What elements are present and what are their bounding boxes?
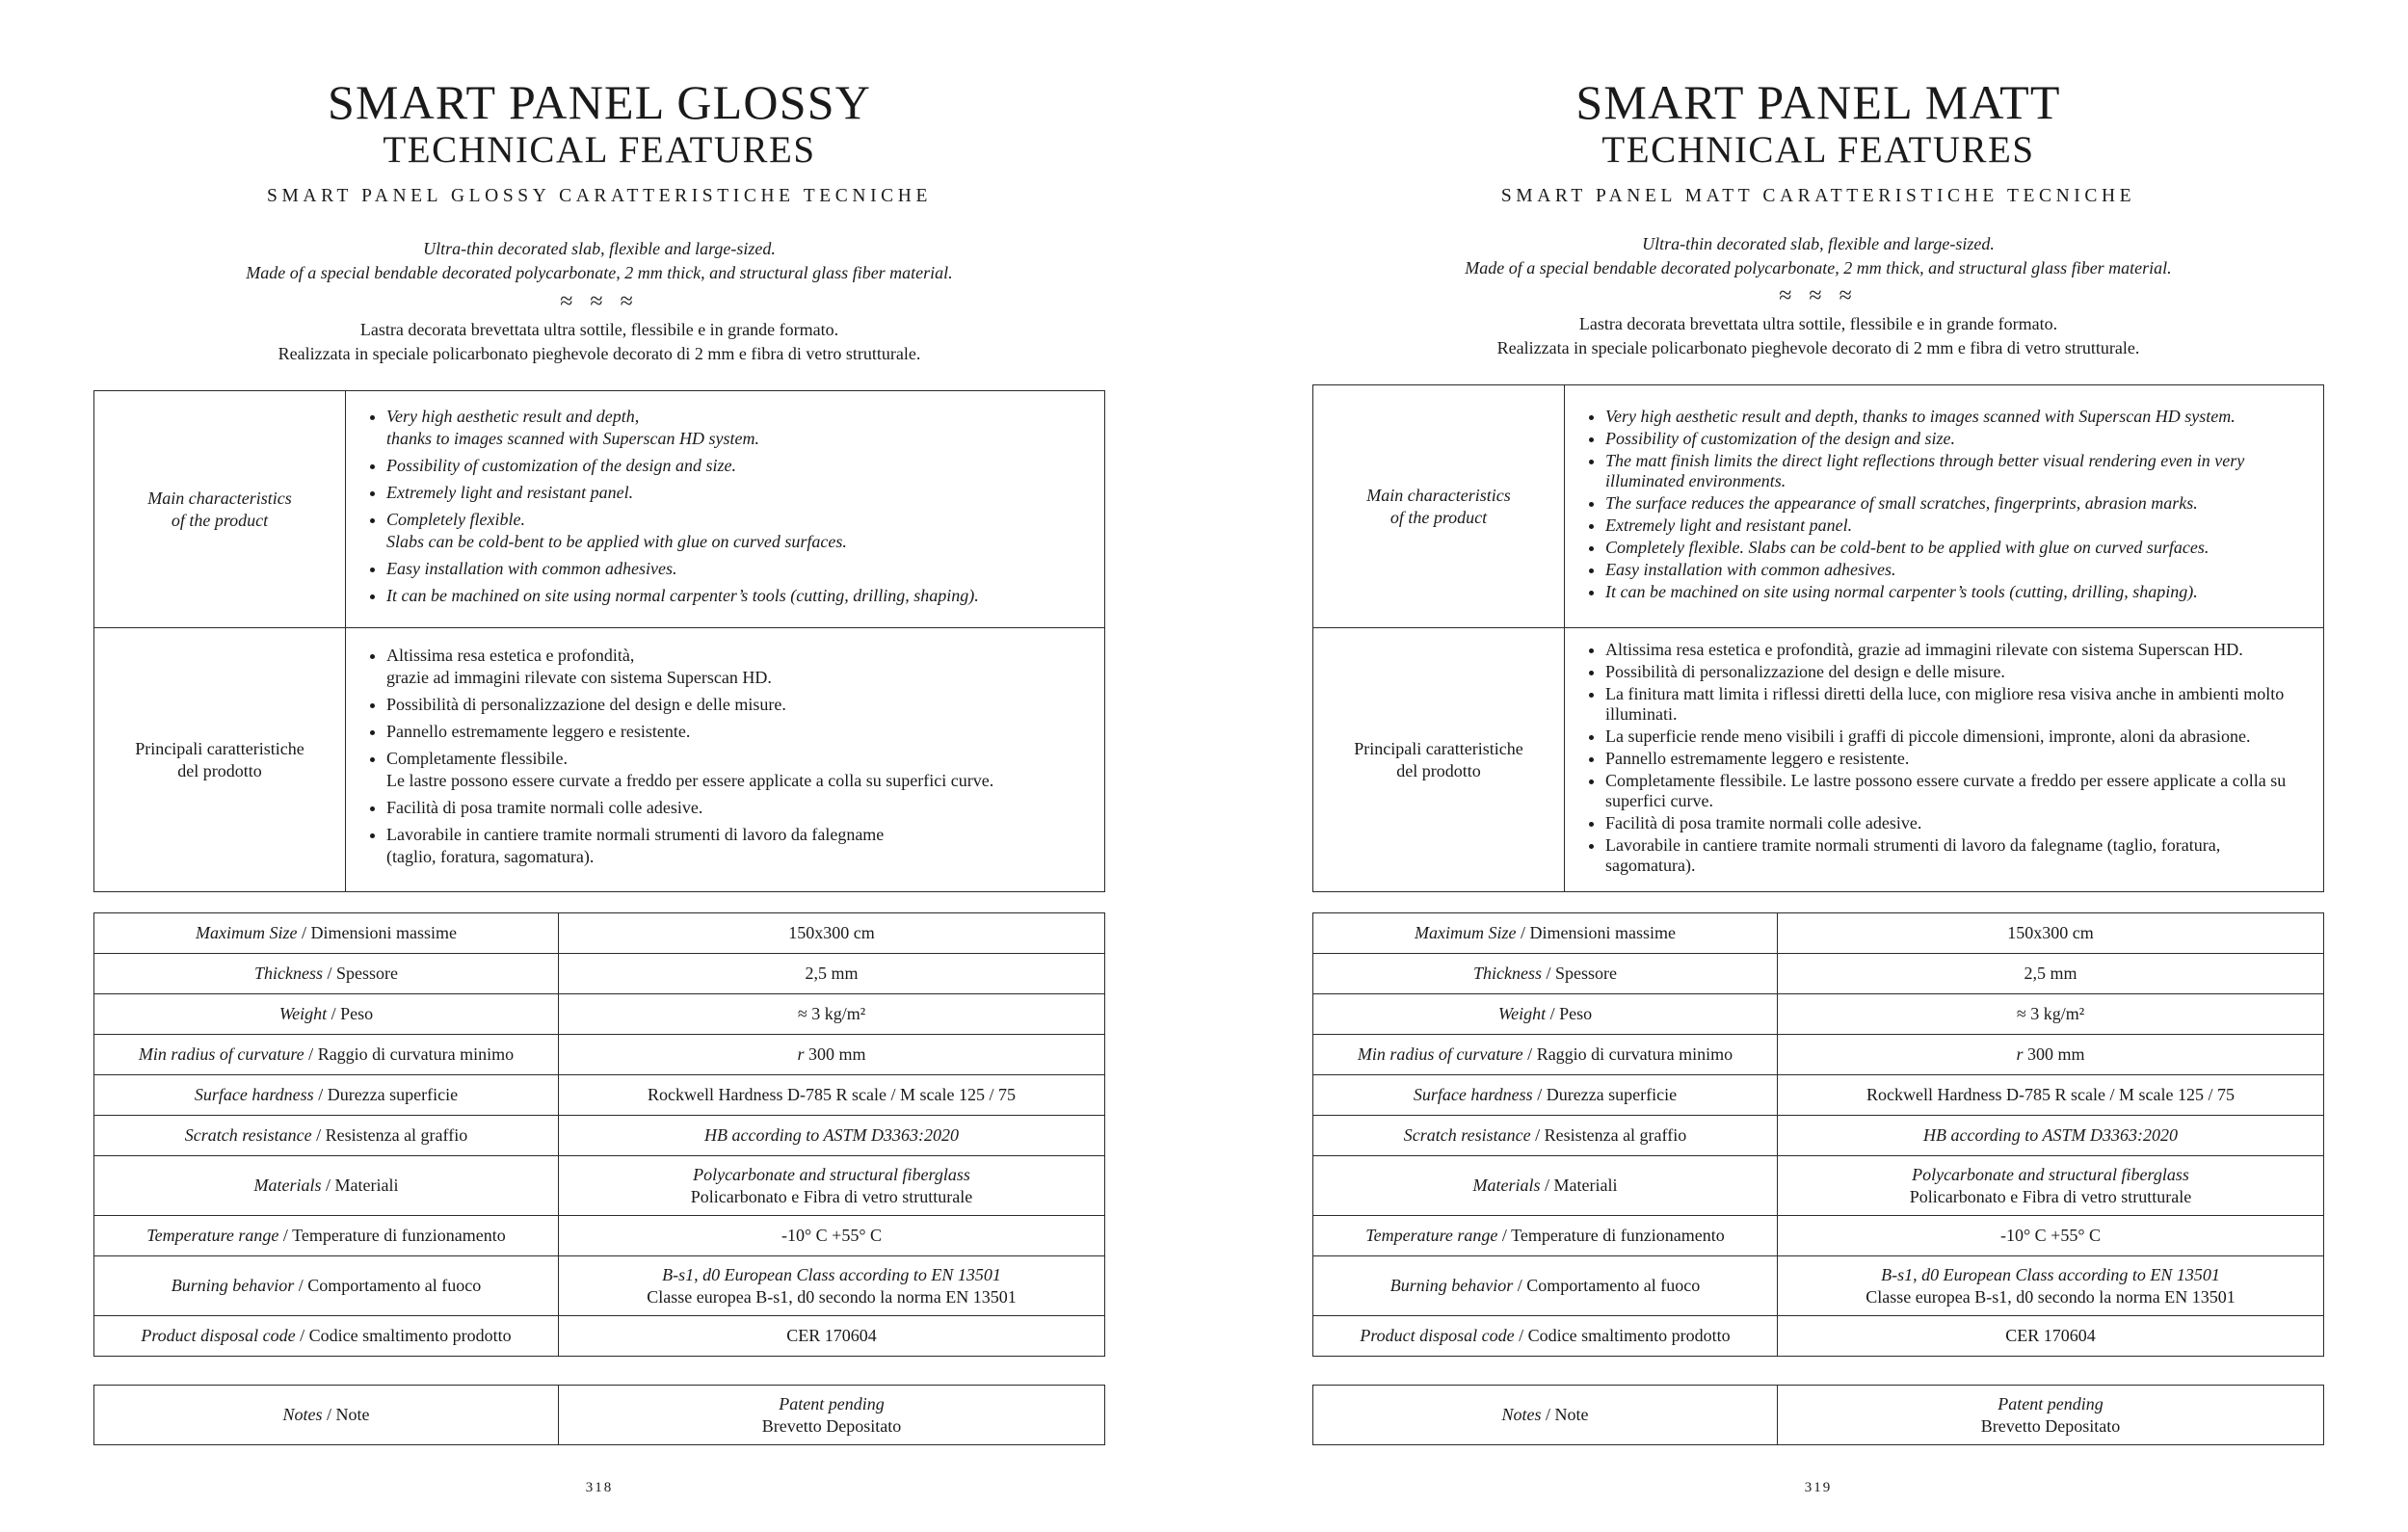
list-item xyxy=(386,558,1087,580)
spec-value-it: Classe europea B-s1, d0 secondo la norma EN 13501 xyxy=(647,1286,1017,1307)
spec-key-en: Maximum Size xyxy=(196,923,298,942)
spec-value xyxy=(1778,1256,2324,1316)
spec-value xyxy=(559,1156,1105,1216)
spec-value-it: CER 170604 xyxy=(786,1326,877,1345)
spec-value-it: Policarbonato e Fibra di vetro strutturale xyxy=(1909,1186,2192,1206)
spec-key-en: Materials xyxy=(253,1175,322,1195)
spec-key: Materials / Materiali xyxy=(94,1156,559,1216)
spec-value xyxy=(559,994,1105,1035)
spec-key-it: Spessore xyxy=(1555,964,1617,983)
list-item-text: Very high aesthetic result and depth, xyxy=(386,406,640,426)
list-item xyxy=(386,721,1087,743)
spec-value-it: CER 170604 xyxy=(2005,1326,2096,1345)
notes-table xyxy=(1312,1385,2324,1445)
spec-key: Scratch resistance / Resistenza al graffio xyxy=(1313,1116,1778,1156)
spec-value xyxy=(1778,1075,2324,1116)
list-item-text: Completely flexible. Slabs can be cold-bent to be applied with glue on curved surfaces. xyxy=(1605,538,2210,557)
spec-value-en: HB according to ASTM D3363:2020 xyxy=(1923,1125,2178,1145)
notes-value-it: Brevetto Depositato xyxy=(1980,1415,2121,1436)
spec-key-en: Product disposal code xyxy=(1360,1326,1515,1345)
list-item xyxy=(1605,640,2306,660)
list-item xyxy=(1605,515,2306,536)
notes-key-it: Note xyxy=(335,1405,370,1424)
spec-value xyxy=(1778,1035,2324,1075)
list-item-text: Very high aesthetic result and depth, thanks to images scanned with Superscan HD system. xyxy=(1605,407,2236,426)
spec-key-en: Burning behavior xyxy=(1389,1276,1514,1295)
intro-english xyxy=(1312,232,2324,279)
spec-row xyxy=(94,1216,1105,1256)
characteristics-list-en xyxy=(1565,385,2324,628)
list-item xyxy=(386,797,1087,819)
spec-key: Product disposal code / Codice smaltimento prodotto xyxy=(1313,1316,1778,1357)
spec-key: Thickness / Spessore xyxy=(1313,954,1778,994)
spec-key-en: Surface hardness xyxy=(1413,1085,1533,1104)
spec-row xyxy=(1313,994,2324,1035)
list-item xyxy=(386,824,1087,868)
spec-value-it: 150x300 cm xyxy=(2007,923,2094,942)
spec-value xyxy=(559,1075,1105,1116)
spec-value xyxy=(1778,954,2324,994)
spec-value-it: 150x300 cm xyxy=(788,923,875,942)
wave-ornament-icon: ≈ ≈ ≈ xyxy=(560,289,639,314)
characteristics-label-en xyxy=(94,391,346,628)
list-item-text: Le lastre possono essere curvate a freddo per essere applicate a colla su superfici curve. xyxy=(386,771,994,790)
list-item-text: Possibilità di personalizzazione del design e delle misure. xyxy=(1605,662,2005,681)
spec-key-it: Resistenza al graffio xyxy=(1544,1125,1687,1145)
list-item xyxy=(1605,771,2306,811)
list-item xyxy=(1605,538,2306,558)
notes-row xyxy=(1313,1386,2324,1445)
spec-row xyxy=(94,1156,1105,1216)
spec-value-en: B-s1, d0 European Class according to EN 13501 xyxy=(1881,1264,2220,1284)
spec-row xyxy=(94,994,1105,1035)
spec-key-it: Raggio di curvatura minimo xyxy=(1536,1044,1733,1064)
characteristics-label-it xyxy=(94,628,346,892)
list-item-text: grazie ad immagini rilevate con sistema Superscan HD. xyxy=(386,668,772,687)
notes-value xyxy=(559,1386,1105,1445)
notes-key: Notes / Note xyxy=(1313,1386,1778,1445)
characteristics-table xyxy=(93,390,1105,892)
notes-value-it: Brevetto Depositato xyxy=(761,1415,902,1436)
spec-key: Min radius of curvature / Raggio di curvatura minimo xyxy=(1313,1035,1778,1075)
list-item xyxy=(1605,429,2306,449)
spec-key-en: Product disposal code xyxy=(141,1326,296,1345)
list-item-text: Easy installation with common adhesives. xyxy=(1605,560,1896,579)
spec-value xyxy=(559,913,1105,954)
list-item xyxy=(1605,726,2306,747)
spec-value-it: Rockwell Hardness D-785 R scale / M scale 125 / 75 xyxy=(648,1085,1016,1104)
specs-table xyxy=(1312,912,2324,1357)
notes-value-en: Patent pending xyxy=(779,1393,885,1413)
list-item xyxy=(1605,813,2306,833)
spec-key-en: Temperature range xyxy=(1365,1226,1498,1245)
spec-key: Min radius of curvature / Raggio di curvatura minimo xyxy=(94,1035,559,1075)
list-item xyxy=(1605,749,2306,769)
list-item xyxy=(1605,835,2306,876)
wave-ornament-icon: ≈ ≈ ≈ xyxy=(1779,283,1858,308)
spec-key: Materials / Materiali xyxy=(1313,1156,1778,1216)
spec-key-it: Materiali xyxy=(1553,1175,1618,1195)
spec-value xyxy=(1778,994,2324,1035)
spec-key: Surface hardness / Durezza superficie xyxy=(94,1075,559,1116)
spec-key-it: Temperature di funzionamento xyxy=(292,1226,506,1245)
spec-value xyxy=(559,1035,1105,1075)
spec-key-it: Codice smaltimento prodotto xyxy=(308,1326,512,1345)
specs-table xyxy=(93,912,1105,1357)
intro-italian xyxy=(1312,312,2324,359)
characteristics-row-it xyxy=(1313,628,2324,892)
list-item xyxy=(386,406,1087,450)
intro-line: Made of a special bendable decorated polycarbonate, 2 mm thick, and structural glass fiber material. xyxy=(1465,257,2172,277)
notes-key: Notes / Note xyxy=(94,1386,559,1445)
label-line: of the product xyxy=(171,510,269,530)
list-item xyxy=(1605,407,2306,427)
list-item xyxy=(386,482,1087,504)
page-left xyxy=(93,0,1105,1532)
characteristics-list-it xyxy=(1565,628,2324,892)
spec-row xyxy=(1313,1316,2324,1357)
notes-value xyxy=(1778,1386,2324,1445)
spec-row xyxy=(1313,1256,2324,1316)
characteristics-row-en xyxy=(1313,385,2324,628)
page-title: SMART PANEL GLOSSY xyxy=(327,75,872,129)
intro-italian xyxy=(93,318,1105,365)
spec-key-en: Burning behavior xyxy=(171,1276,295,1295)
spec-value-en: HB according to ASTM D3363:2020 xyxy=(704,1125,959,1145)
spec-key: Burning behavior / Comportamento al fuoco xyxy=(94,1256,559,1316)
spec-key-en: Thickness xyxy=(253,964,323,983)
characteristics-list-it xyxy=(346,628,1105,892)
spec-value-en: Polycarbonate and structural fiberglass xyxy=(1912,1164,2189,1184)
spec-row xyxy=(1313,1075,2324,1116)
spec-value xyxy=(559,1316,1105,1357)
spec-value-en: r xyxy=(797,1044,805,1064)
label-line: Main characteristics xyxy=(147,488,292,508)
list-item xyxy=(1605,493,2306,514)
spec-row xyxy=(1313,1216,2324,1256)
spec-value xyxy=(559,1216,1105,1256)
intro-line: Made of a special bendable decorated polycarbonate, 2 mm thick, and structural glass fiber material. xyxy=(246,262,953,282)
spec-key: Maximum Size / Dimensioni massime xyxy=(1313,913,1778,954)
spec-row xyxy=(1313,1156,2324,1216)
spec-value-en: B-s1, d0 European Class according to EN 13501 xyxy=(662,1264,1001,1284)
list-item-text: It can be machined on site using normal carpenter’s tools (cutting, drilling, shaping). xyxy=(386,585,979,605)
characteristics-table xyxy=(1312,384,2324,892)
spec-row xyxy=(94,1035,1105,1075)
spec-value-it: -10° C +55° C xyxy=(1999,1226,2102,1245)
spec-key-it: Peso xyxy=(340,1004,374,1023)
list-item xyxy=(1605,662,2306,682)
spec-value-it: -10° C +55° C xyxy=(781,1226,883,1245)
italian-subtitle: SMART PANEL MATT CARATTERISTICHE TECNICHE xyxy=(1500,186,2136,206)
list-item-text: Completely flexible. xyxy=(386,509,525,529)
list-item-text: Possibility of customization of the design and size. xyxy=(386,455,736,475)
intro-line: Ultra-thin decorated slab, flexible and large-sized. xyxy=(423,239,776,258)
intro-english xyxy=(93,237,1105,284)
spec-key-en: Min radius of curvature xyxy=(138,1044,304,1064)
page-right xyxy=(1312,0,2324,1532)
bullet-list xyxy=(1588,407,2306,602)
spec-value xyxy=(1778,1116,2324,1156)
spec-row xyxy=(94,1116,1105,1156)
list-item-text: Possibility of customization of the design and size. xyxy=(1605,429,1955,448)
spec-row xyxy=(94,1256,1105,1316)
bullet-list xyxy=(1588,640,2306,876)
spec-key-it: Dimensioni massime xyxy=(1529,923,1676,942)
characteristics-label-en xyxy=(1313,385,1565,628)
spec-value xyxy=(559,1116,1105,1156)
list-item-text: Pannello estremamente leggero e resistente. xyxy=(1605,749,1910,768)
spec-value-it: 300 mm xyxy=(2027,1044,2085,1064)
spec-value-it: 2,5 mm xyxy=(805,964,859,983)
spec-key: Surface hardness / Durezza superficie xyxy=(1313,1075,1778,1116)
list-item xyxy=(386,585,1087,607)
list-item xyxy=(386,455,1087,477)
spec-row xyxy=(1313,1035,2324,1075)
characteristics-row-it xyxy=(94,628,1105,892)
page-title: SMART PANEL MATT xyxy=(1575,75,2061,129)
spec-value xyxy=(559,1256,1105,1316)
spec-key-en: Scratch resistance xyxy=(1403,1125,1531,1145)
list-item-text: Altissima resa estetica e profondità, xyxy=(386,646,635,665)
list-item-text: La finitura matt limita i riflessi diretti della luce, con migliore resa visiva anche in ambienti molto illuminati. xyxy=(1605,684,2285,724)
list-item xyxy=(386,694,1087,716)
page-number: 318 xyxy=(585,1480,614,1495)
spec-key-en: Weight xyxy=(278,1004,328,1023)
italian-subtitle: SMART PANEL GLOSSY CARATTERISTICHE TECNICHE xyxy=(267,186,932,206)
spec-key-it: Comportamento al fuoco xyxy=(307,1276,482,1295)
characteristics-list-en xyxy=(346,391,1105,628)
bullet-list xyxy=(369,406,1087,607)
spec-key: Burning behavior / Comportamento al fuoco xyxy=(1313,1256,1778,1316)
spec-key-en: Weight xyxy=(1497,1004,1547,1023)
label-line: del prodotto xyxy=(177,760,262,780)
spec-row xyxy=(1313,913,2324,954)
spec-key-it: Codice smaltimento prodotto xyxy=(1527,1326,1731,1345)
list-item-text: Facilità di posa tramite normali colle adesive. xyxy=(386,798,703,817)
list-item-text: Possibilità di personalizzazione del design e delle misure. xyxy=(386,695,786,714)
spec-key-it: Temperature di funzionamento xyxy=(1511,1226,1725,1245)
characteristics-row-en xyxy=(94,391,1105,628)
notes-row xyxy=(94,1386,1105,1445)
list-item-text: Pannello estremamente leggero e resistente. xyxy=(386,722,691,741)
list-item-text: The matt finish limits the direct light reflections through better visual rendering even in very illuminated environments. xyxy=(1605,451,2245,490)
spec-value-it: Classe europea B-s1, d0 secondo la norma EN 13501 xyxy=(1866,1286,2236,1307)
intro-line: Realizzata in speciale policarbonato pieghevole decorato di 2 mm e fibra di vetro strutturale. xyxy=(1496,337,2140,357)
label-line: Principali caratteristiche xyxy=(1354,738,1523,758)
spec-key: Product disposal code / Codice smaltimento prodotto xyxy=(94,1316,559,1357)
spec-key: Temperature range / Temperature di funzionamento xyxy=(1313,1216,1778,1256)
intro-line: Ultra-thin decorated slab, flexible and large-sized. xyxy=(1642,234,1995,253)
list-item-text: La superficie rende meno visibili i graffi di piccole dimensioni, impronte, aloni da abrasione. xyxy=(1605,726,2251,746)
list-item-text: Slabs can be cold-bent to be applied with glue on curved surfaces. xyxy=(386,531,847,551)
list-item-text: Facilità di posa tramite normali colle adesive. xyxy=(1605,813,1922,832)
spec-key: Weight / Peso xyxy=(1313,994,1778,1035)
page-number: 319 xyxy=(1804,1480,1833,1495)
spec-row xyxy=(1313,1116,2324,1156)
spec-value xyxy=(559,954,1105,994)
spec-value-it: ≈ 3 kg/m² xyxy=(797,1004,866,1023)
list-item xyxy=(1605,451,2306,491)
notes-value-en: Patent pending xyxy=(1998,1393,2104,1413)
bullet-list xyxy=(369,645,1087,868)
spec-key-it: Durezza superficie xyxy=(327,1085,459,1104)
spec-value xyxy=(1778,913,2324,954)
spec-row xyxy=(94,913,1105,954)
list-item xyxy=(386,748,1087,792)
spec-value xyxy=(1778,1216,2324,1256)
spec-key-en: Maximum Size xyxy=(1415,923,1517,942)
spec-key-it: Raggio di curvatura minimo xyxy=(317,1044,515,1064)
label-line: Principali caratteristiche xyxy=(135,738,304,758)
list-item xyxy=(1605,560,2306,580)
list-item xyxy=(386,509,1087,553)
page-subtitle: TECHNICAL FEATURES xyxy=(383,129,816,171)
spec-key-en: Temperature range xyxy=(146,1226,279,1245)
spec-key-en: Thickness xyxy=(1472,964,1542,983)
spec-row xyxy=(94,1316,1105,1357)
label-line: del prodotto xyxy=(1396,760,1481,780)
spec-key-it: Comportamento al fuoco xyxy=(1526,1276,1701,1295)
spec-value-it: 2,5 mm xyxy=(2024,964,2077,983)
spec-key-en: Surface hardness xyxy=(194,1085,314,1104)
spec-value-it: Rockwell Hardness D-785 R scale / M scale 125 / 75 xyxy=(1866,1085,2235,1104)
list-item xyxy=(386,645,1087,689)
spec-row xyxy=(94,954,1105,994)
spec-key-en: Min radius of curvature xyxy=(1357,1044,1523,1064)
list-item-text: Completamente flessibile. xyxy=(386,749,568,768)
spec-key: Thickness / Spessore xyxy=(94,954,559,994)
spec-key-it: Peso xyxy=(1559,1004,1593,1023)
label-line: Main characteristics xyxy=(1366,485,1511,505)
spec-value-it: 300 mm xyxy=(808,1044,866,1064)
intro-line: Lastra decorata brevettata ultra sottile, flessibile e in grande formato. xyxy=(1578,314,2058,333)
list-item-text: The surface reduces the appearance of small scratches, fingerprints, abrasion marks. xyxy=(1605,493,2198,513)
list-item-text: Extremely light and resistant panel. xyxy=(386,482,634,502)
notes-key-en: Notes xyxy=(1501,1405,1542,1424)
list-item-text: thanks to images scanned with Superscan HD system. xyxy=(386,428,759,448)
spec-key-it: Dimensioni massime xyxy=(310,923,457,942)
spec-key-it: Resistenza al graffio xyxy=(325,1125,468,1145)
intro-line: Lastra decorata brevettata ultra sottile, flessibile e in grande formato. xyxy=(359,320,839,339)
spec-key-it: Spessore xyxy=(336,964,398,983)
label-line: of the product xyxy=(1389,507,1488,527)
list-item-text: It can be machined on site using normal carpenter’s tools (cutting, drilling, shaping). xyxy=(1605,582,2198,601)
spec-key: Weight / Peso xyxy=(94,994,559,1035)
list-item-text: Completamente flessibile. Le lastre possono essere curvate a freddo per essere applicate a colla su superfici curve. xyxy=(1605,771,2287,810)
spec-key-en: Scratch resistance xyxy=(184,1125,312,1145)
spec-key: Temperature range / Temperature di funzionamento xyxy=(94,1216,559,1256)
list-item-text: (taglio, foratura, sagomatura). xyxy=(386,847,595,866)
notes-key-en: Notes xyxy=(282,1405,323,1424)
list-item-text: Extremely light and resistant panel. xyxy=(1605,515,1853,535)
spec-key-en: Materials xyxy=(1472,1175,1541,1195)
spec-key: Scratch resistance / Resistenza al graffio xyxy=(94,1116,559,1156)
list-item-text: Lavorabile in cantiere tramite normali strumenti di lavoro da falegname xyxy=(386,825,885,844)
page-subtitle: TECHNICAL FEATURES xyxy=(1601,129,2035,171)
spec-row xyxy=(1313,954,2324,994)
list-item-text: Altissima resa estetica e profondità, grazie ad immagini rilevate con sistema Superscan HD. xyxy=(1605,640,2243,659)
notes-key-it: Note xyxy=(1554,1405,1589,1424)
list-item xyxy=(1605,582,2306,602)
spec-key-it: Materiali xyxy=(334,1175,399,1195)
list-item-text: Lavorabile in cantiere tramite normali strumenti di lavoro da falegname (taglio, foratura, sagomatura). xyxy=(1605,835,2221,875)
intro-line: Realizzata in speciale policarbonato pieghevole decorato di 2 mm e fibra di vetro strutturale. xyxy=(278,343,921,363)
spec-value-it: Policarbonato e Fibra di vetro strutturale xyxy=(690,1186,973,1206)
spec-value xyxy=(1778,1316,2324,1357)
spec-row xyxy=(94,1075,1105,1116)
list-item-text: Easy installation with common adhesives. xyxy=(386,558,677,578)
spec-key: Maximum Size / Dimensioni massime xyxy=(94,913,559,954)
spec-value-en: Polycarbonate and structural fiberglass xyxy=(693,1164,970,1184)
list-item xyxy=(1605,684,2306,725)
spec-value xyxy=(1778,1156,2324,1216)
spec-key-it: Durezza superficie xyxy=(1546,1085,1678,1104)
notes-table xyxy=(93,1385,1105,1445)
spec-value-it: ≈ 3 kg/m² xyxy=(2016,1004,2085,1023)
characteristics-label-it xyxy=(1313,628,1565,892)
spec-value-en: r xyxy=(2016,1044,2024,1064)
